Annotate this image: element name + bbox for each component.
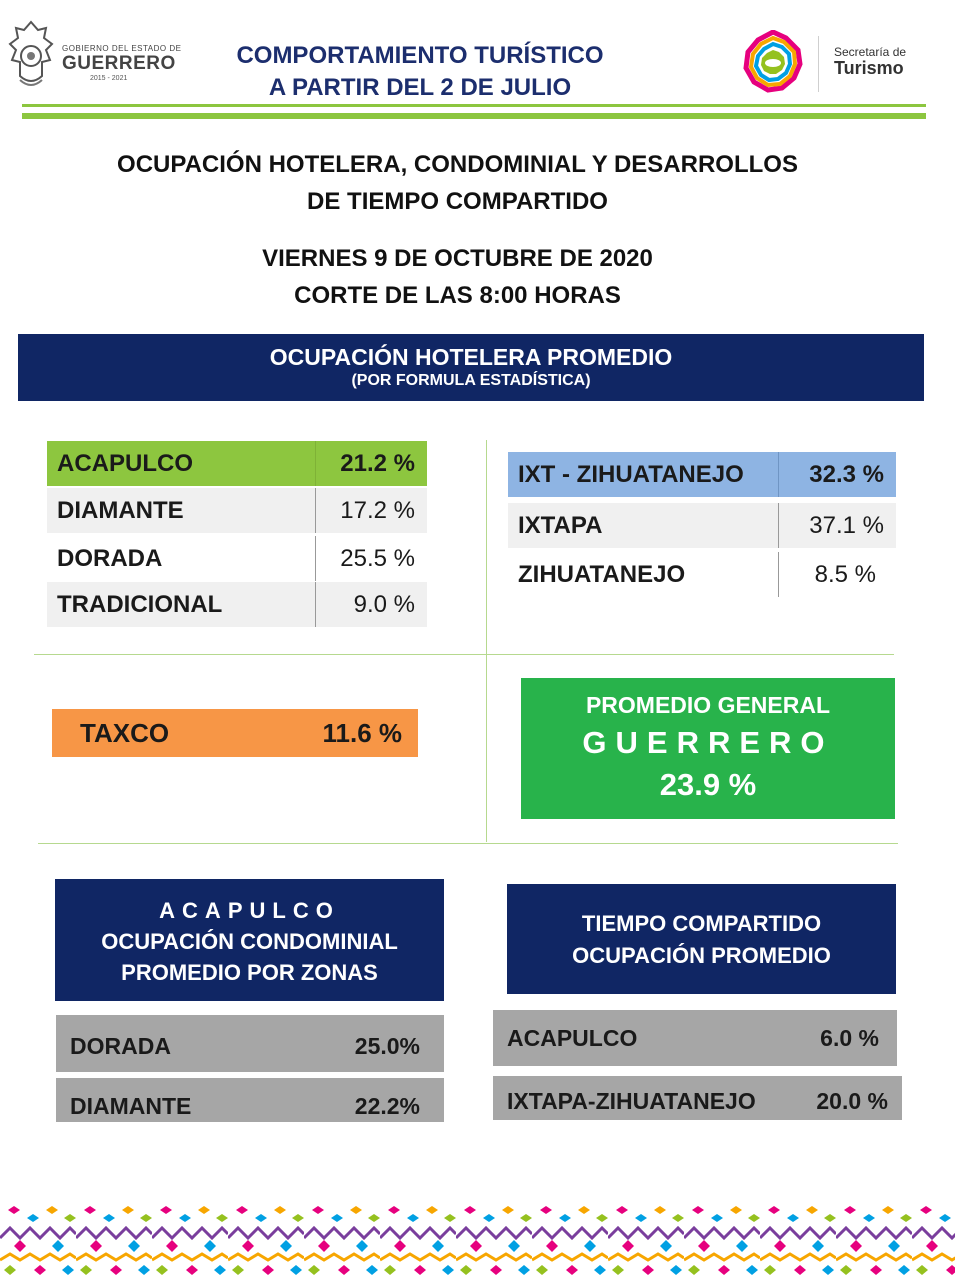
- taxco-value: 11.6 %: [322, 717, 402, 748]
- table-row-dorada: [47, 536, 427, 581]
- secretaria-label: Secretaría de: [834, 45, 907, 59]
- occupancy-banner: [18, 334, 924, 401]
- row-value: 17.2 %: [315, 488, 427, 533]
- row-value: 25.0%: [354, 1033, 420, 1059]
- vertical-divider: [486, 440, 487, 842]
- row-value: 20.0 %: [816, 1087, 888, 1114]
- gov-small-label: GOBIERNO DEL ESTADO DE: [62, 44, 182, 53]
- banner-title: OCUPACIÓN HOTELERA PROMEDIO: [269, 344, 673, 370]
- tiempo-line1: TIEMPO COMPARTIDO: [581, 911, 822, 936]
- secretaria-turismo-logo-icon: [742, 30, 804, 94]
- row-label: ZIHUATANEJO: [518, 560, 686, 588]
- row-label: TRADICIONAL: [57, 590, 223, 618]
- condominial-line3: PROMEDIO POR ZONAS: [121, 960, 378, 985]
- header-divider: [818, 36, 819, 92]
- header-title-line2: A PARTIR DEL 2 DE JULIO: [268, 74, 572, 101]
- condominial-line2: OCUPACIÓN CONDOMINIAL: [101, 929, 398, 954]
- report-subtitle: [60, 146, 855, 220]
- taxco-row: [52, 709, 418, 757]
- row-value: 22.2%: [354, 1092, 420, 1119]
- state-name: GUERRERO: [582, 725, 834, 760]
- tiempo-row-ixtapa-zihuatanejo: [493, 1076, 902, 1120]
- table-row-tradicional: [47, 582, 427, 627]
- row-label: IXT - ZIHUATANEJO: [518, 460, 744, 488]
- table-row-acapulco: [47, 441, 427, 486]
- date-line: VIERNES 9 DE OCTUBRE DE 2020: [262, 245, 653, 272]
- row-label: IXTAPA-ZIHUATANEJO: [507, 1087, 756, 1114]
- horizontal-divider-1: [34, 654, 894, 655]
- row-value: 8.5 %: [778, 552, 896, 597]
- row-label: DORADA: [70, 1033, 171, 1059]
- table-row-diamante: [47, 488, 427, 533]
- condominial-row-dorada: [56, 1015, 444, 1072]
- header-rule-thick: [22, 113, 926, 119]
- row-value: 25.5 %: [315, 536, 427, 581]
- embroidery-border-pattern: [0, 1204, 955, 1280]
- header-title-line1: COMPORTAMIENTO TURÍSTICO: [236, 42, 604, 69]
- row-label: ACAPULCO: [507, 1024, 638, 1051]
- row-value: 21.2 %: [315, 441, 427, 486]
- tiempo-row-acapulco: [493, 1010, 897, 1066]
- header-title: [220, 40, 620, 104]
- row-label: DORADA: [57, 544, 163, 572]
- condominial-row-diamante: [56, 1078, 444, 1122]
- condominial-header: [55, 879, 444, 1001]
- tiempo-compartido-header: [507, 884, 896, 994]
- taxco-label: TAXCO: [80, 717, 170, 748]
- condominial-city: ACAPULCO: [159, 898, 340, 923]
- cutoff-line: CORTE DE LAS 8:00 HORAS: [294, 282, 621, 309]
- tiempo-line2: OCUPACIÓN PROMEDIO: [572, 943, 831, 968]
- promedio-label: PROMEDIO GENERAL: [585, 692, 831, 718]
- subtitle-line1: OCUPACIÓN HOTELERA, CONDOMINIAL Y DESARROLLOS: [117, 151, 798, 178]
- gov-name: GUERRERO: [62, 53, 176, 74]
- promedio-general-box: [521, 678, 895, 819]
- row-label: DIAMANTE: [70, 1092, 192, 1119]
- promedio-value: 23.9 %: [659, 767, 757, 802]
- subtitle-line2: DE TIEMPO COMPARTIDO: [307, 188, 608, 215]
- guerrero-crest-icon: [8, 20, 54, 92]
- header-rule-thin: [22, 104, 926, 107]
- row-value: 32.3 %: [778, 452, 896, 497]
- row-label: DIAMANTE: [57, 496, 184, 524]
- turismo-label: Turismo: [834, 58, 904, 78]
- row-label: ACAPULCO: [57, 449, 193, 477]
- table-row-ixtapa: [508, 503, 896, 548]
- banner-subtitle: (POR FORMULA ESTADÍSTICA): [351, 372, 591, 389]
- row-label: IXTAPA: [518, 511, 603, 539]
- gov-years: 2015 - 2021: [90, 75, 128, 82]
- table-row-zihuatanejo: [508, 552, 896, 597]
- row-value: 6.0 %: [820, 1024, 879, 1051]
- table-row-ixt-zihuatanejo: [508, 452, 896, 497]
- row-value: 9.0 %: [315, 582, 427, 627]
- row-value: 37.1 %: [778, 503, 896, 548]
- horizontal-divider-2: [38, 843, 898, 844]
- report-date: [60, 240, 855, 314]
